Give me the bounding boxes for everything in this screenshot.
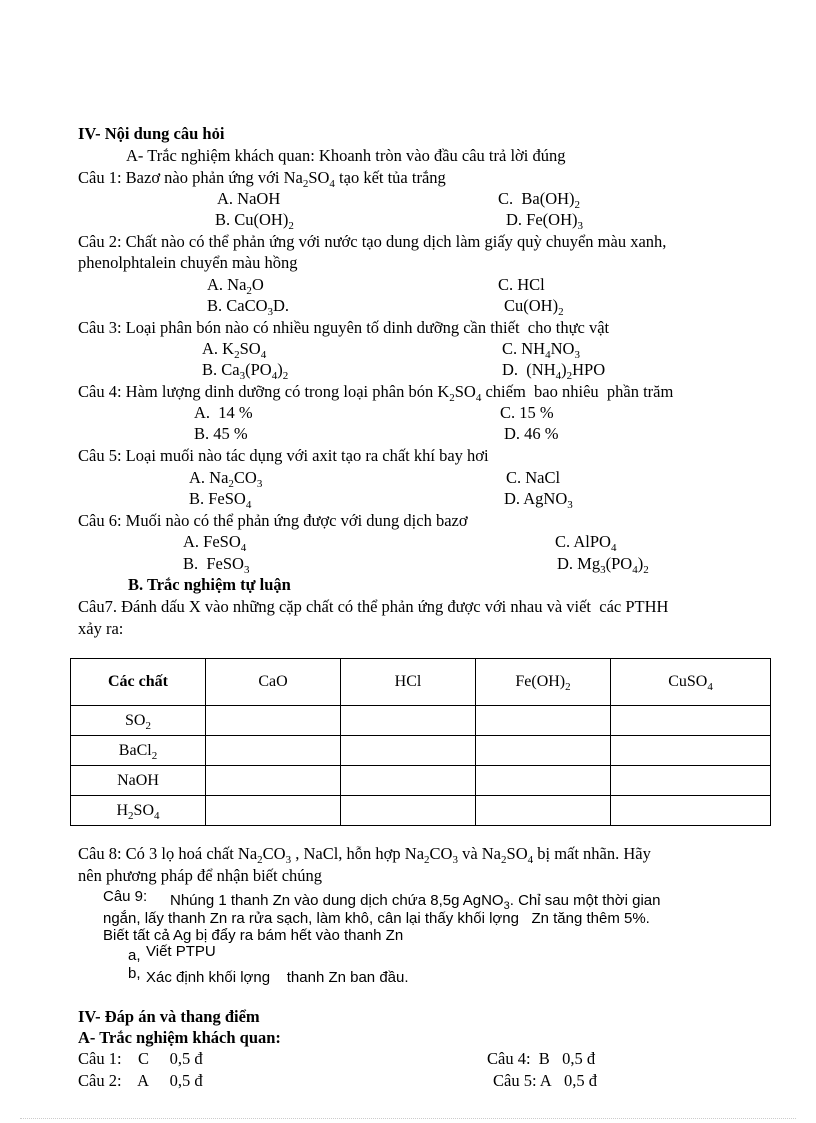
q9-b-label: b,: [128, 965, 141, 982]
q5-stem: Câu 5: Loại muối nào tác dụng với axit tạo ra chất khí bay hơi: [78, 446, 489, 465]
table-cell[interactable]: [611, 706, 771, 736]
q9-b-text: Xác định khối lợng thanh Zn ban đầu.: [146, 969, 409, 986]
table-cell[interactable]: [611, 796, 771, 826]
q4-option-a[interactable]: A. 14 %: [194, 403, 253, 422]
answers-subtitle: A- Trắc nghiệm khách quan:: [78, 1028, 281, 1047]
q2-option-b[interactable]: B. CaCO$_3$D.: [207, 296, 290, 318]
q4-option-c[interactable]: C. 15 %: [500, 403, 554, 422]
q6-option-c[interactable]: C. AlPO$_4$: [555, 532, 617, 554]
table-cell[interactable]: [206, 736, 341, 766]
q3-option-d[interactable]: D. $(NH_4)_2HPO$: [502, 360, 606, 382]
reaction-table: [70, 658, 771, 826]
q2-option-d[interactable]: $Cu(OH)_2$: [504, 296, 564, 318]
table-cell[interactable]: [206, 706, 341, 736]
q6-option-a[interactable]: A. FeSO$_4$: [183, 532, 247, 554]
q2-stem: Câu 2: Chất nào có thể phản ứng với nước tạo dung dịch làm giấy quỳ chuyển màu xanh,: [78, 232, 667, 251]
q6-option-b[interactable]: B. FeSO$_3$: [183, 554, 250, 576]
table-header: HCl: [341, 659, 476, 706]
q4-stem: Câu 4: Hàm lượng dinh dưỡng có trong loại phân bón $K_2SO_4$ chiếm bao nhiêu phần trăm: [78, 382, 674, 404]
q6-stem: Câu 6: Muối nào có thể phản ứng được với dung dịch bazơ: [78, 511, 468, 530]
q8-line2: nên phương pháp để nhận biết chúng: [78, 866, 323, 885]
q9-a-label: a,: [128, 947, 141, 964]
table-cell[interactable]: [476, 796, 611, 826]
page-bottom-rule: [20, 1118, 796, 1119]
q8-line1: Câu 8: Có 3 lọ hoá chất $Na_2CO_3$ , NaCl, hỗn hợp $Na_2CO_3$ và $Na_2SO_4$ bị mất nhãn. Hãy: [78, 844, 651, 866]
q7-line2: xảy ra:: [78, 619, 124, 638]
q5-option-b[interactable]: B. FeSO$_4$: [189, 489, 252, 511]
q9-line3: Biết tất cả Ag bị đẩy ra bám hết vào thanh Zn: [103, 927, 404, 944]
answer-item: Câu 2: A 0,5 đ: [78, 1071, 203, 1090]
table-header: CuSO$_4$: [611, 659, 771, 706]
table-cell[interactable]: [341, 706, 476, 736]
table-cell[interactable]: [476, 736, 611, 766]
q9-label: Câu 9:: [103, 888, 148, 905]
q6-option-d[interactable]: D. $Mg_3(PO_4)_2$: [557, 554, 649, 576]
table-cell[interactable]: [611, 766, 771, 796]
q4-option-b[interactable]: B. 45 %: [194, 424, 248, 443]
q2-stem-cont: phenolphtalein chuyển màu hồng: [78, 253, 298, 272]
part-b-title: B. Trắc nghiệm tự luận: [128, 575, 291, 594]
q3-option-c[interactable]: C. $NH_4NO_3$: [502, 339, 580, 361]
table-cell[interactable]: [341, 766, 476, 796]
table-header: CaO: [206, 659, 341, 706]
q7-line1: Câu7. Đánh dấu X vào những cặp chất có thể phản ứng được với nhau và viết các PTHH: [78, 597, 669, 616]
q3-stem: Câu 3: Loại phân bón nào có nhiều nguyên tố dinh dưỡng cần thiết cho thực vật: [78, 318, 610, 337]
part-a-title: A- Trắc nghiệm khách quan: Khoanh tròn vào đầu câu trả lời đúng: [126, 146, 566, 165]
table-cell[interactable]: [206, 766, 341, 796]
q4-option-d[interactable]: D. 46 %: [504, 424, 559, 443]
q9-a-text: Viết PTPU: [146, 943, 216, 960]
table-cell[interactable]: [476, 766, 611, 796]
q1-option-b[interactable]: B. $Cu(OH)_2$: [215, 210, 294, 232]
q1-option-d[interactable]: D. $Fe(OH)_3$: [506, 210, 583, 232]
table-cell[interactable]: [206, 796, 341, 826]
table-row-label: $H_2SO_4$: [71, 796, 206, 826]
q5-option-a[interactable]: A. $Na_2CO_3$: [189, 468, 263, 490]
q5-option-c[interactable]: C. NaCl: [506, 468, 561, 487]
q2-option-a[interactable]: A. $Na_2O$: [207, 275, 264, 297]
q9-line2: ngắn, lấy thanh Zn ra rửa sạch, làm khô, cân lại thấy khối lợng Zn tăng thêm 5%.: [103, 910, 650, 927]
table-cell[interactable]: [341, 736, 476, 766]
answers-title: IV- Đáp án và thang điểm: [78, 1007, 260, 1026]
table-cell[interactable]: [476, 706, 611, 736]
table-row-label: $SO_2$: [71, 706, 206, 736]
q3-option-b[interactable]: B. $Ca_3(PO_4)_2$: [202, 360, 289, 382]
section-heading: IV- Nội dung câu hỏi: [78, 124, 225, 143]
table-header: $Fe(OH)_2$: [476, 659, 611, 706]
q1-stem: Câu 1: Bazơ nào phản ứng với $Na_2SO_4$ tạo kết tủa trắng: [78, 168, 446, 190]
q1-option-a[interactable]: A. NaOH: [217, 189, 281, 208]
q5-option-d[interactable]: D. AgNO$_3$: [504, 489, 573, 511]
table-row-label: BaCl$_2$: [71, 736, 206, 766]
table-cell[interactable]: [341, 796, 476, 826]
q2-option-c[interactable]: C. HCl: [498, 275, 545, 294]
q1-option-c[interactable]: C. $Ba(OH)_2$: [498, 189, 581, 211]
table-row-label: NaOH: [71, 766, 206, 796]
table-cell[interactable]: [611, 736, 771, 766]
answer-item: Câu 4: B 0,5 đ: [487, 1049, 596, 1068]
answer-item: Câu 1: C 0,5 đ: [78, 1049, 203, 1068]
q9-line1: Nhúng 1 thanh Zn vào dung dịch chứa 8,5g AgNO$_3$. Chỉ sau một thời gian: [170, 892, 661, 912]
answer-item: Câu 5: A 0,5 đ: [493, 1071, 598, 1090]
table-header: Các chất: [71, 659, 206, 706]
q3-option-a[interactable]: A. $K_2SO_4$: [202, 339, 267, 361]
